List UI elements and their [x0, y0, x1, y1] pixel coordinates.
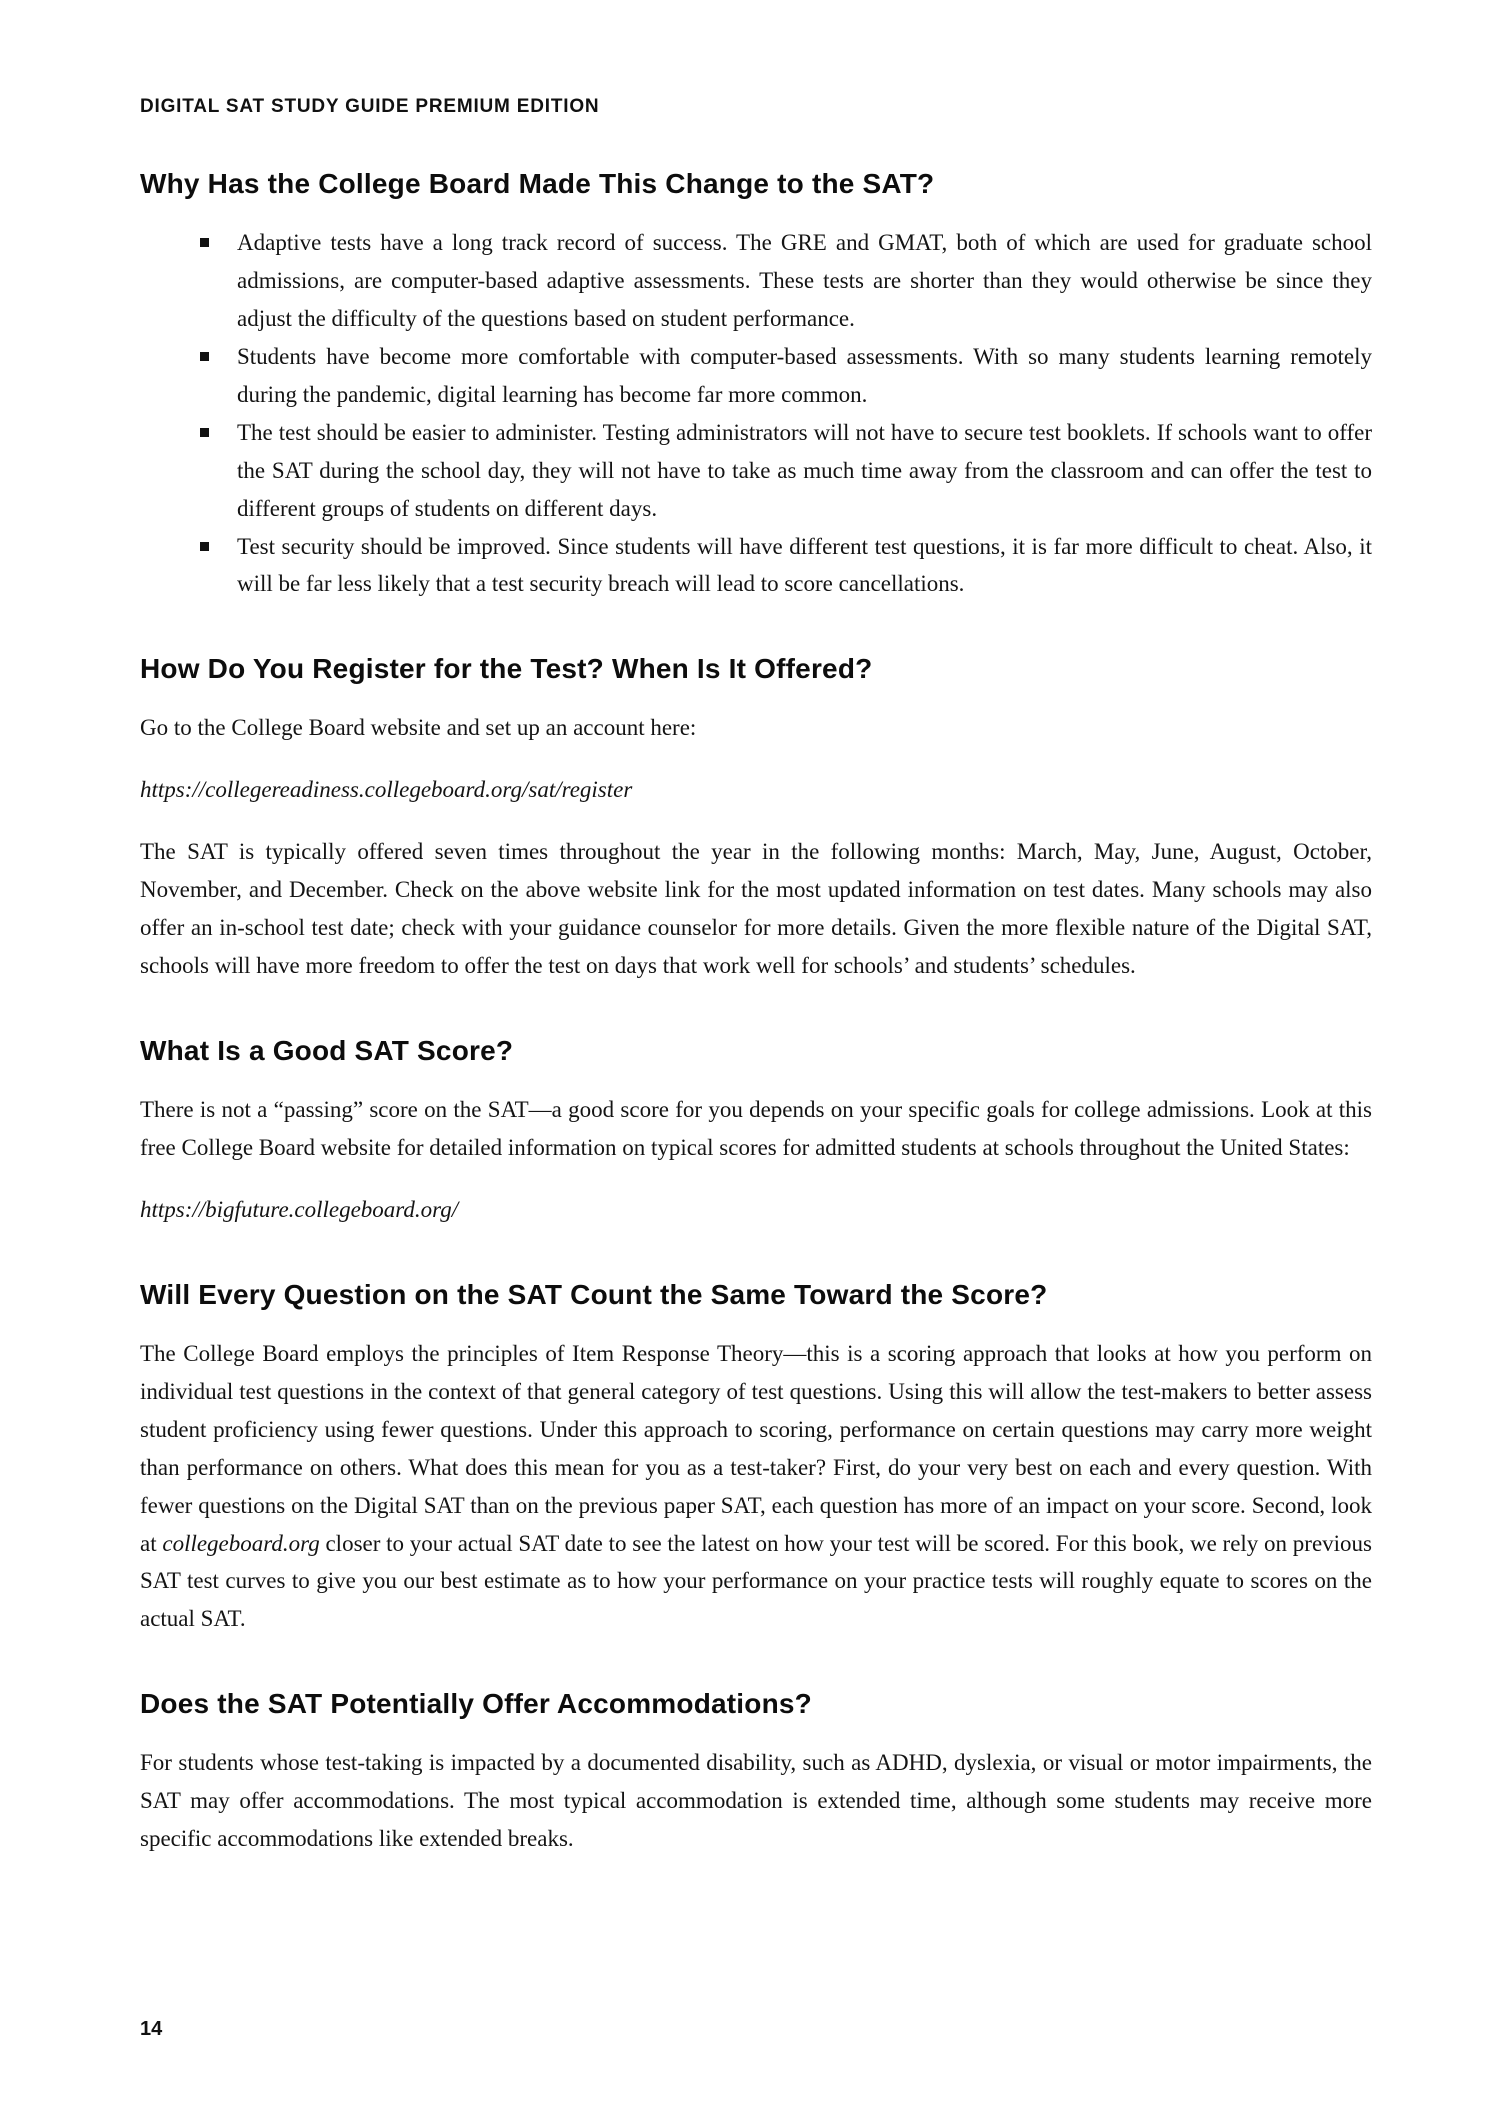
bullet-list [200, 224, 1372, 603]
running-header: DIGITAL SAT STUDY GUIDE PREMIUM EDITION [140, 96, 600, 117]
section-heading-accommodations: Does the SAT Potentially Offer Accommodations? [140, 1688, 812, 1720]
section-question-count [140, 1279, 1372, 1639]
paragraph: Go to the College Board website and set up an account here: [140, 715, 697, 741]
list-item [200, 528, 1372, 604]
paragraph: The SAT is typically offered seven times throughout the year in the following months: March, May, June, August, October, November, and December. Check on the above website link for the most updated information on test dates. Many schools may also offer an in-school test date; check with your guidance counselor for more details. Given the more flexible nature of the Digital SAT, schools will have more freedom to offer the test on days that work well for schools’ and students’ schedules. [140, 839, 1372, 979]
register-url-text: https://collegereadiness.collegeboard.org/sat/register [140, 777, 633, 803]
paragraph: For students whose test-taking is impacted by a documented disability, such as ADHD, dyslexia, or visual or motor impairments, the SAT may offer accommodations. The most typical accommodation is extended time, although some students may receive more specific accommodations like extended breaks. [140, 1750, 1372, 1852]
list-item [200, 224, 1372, 338]
inline-italic-site-name: collegeboard.org [162, 1530, 320, 1556]
paragraph [140, 1335, 1372, 1639]
bullet-square-icon [200, 224, 237, 247]
bullet-text: Adaptive tests have a long track record of success. The GRE and GMAT, both of which are used for graduate school admissions, are computer-based adaptive assessments. These tests are shorter than they would otherwise be since they adjust the difficulty of the questions based on student performance. [237, 230, 1372, 331]
bullet-text: The test should be easier to administer. Testing administrators will not have to secure test booklets. If schools want to offer the SAT during the school day, they will not have to take as much time away from the classroom and can offer the test to different groups of students on different days. [237, 419, 1372, 521]
section-accommodations [140, 1688, 1372, 1858]
paragraph: There is not a “passing” score on the SAT—a good score for you depends on your specific goals for college admissions. Look at this free College Board website for detailed information on typical scores for admitted students at schools throughout the United States: [140, 1097, 1372, 1160]
section-heading-register: How Do You Register for the Test? When Is It Offered? [140, 653, 873, 685]
bullet-text: Test security should be improved. Since students will have different test questions, it is far more difficult to cheat. Also, it will be far less likely that a test security breach will lead to score cancellations. [237, 533, 1372, 597]
bullet-square-icon [200, 414, 237, 437]
section-register [140, 653, 1372, 985]
section-good-score [140, 1035, 1372, 1229]
paragraph-text: The College Board employs the principles of Item Response Theory—this is a scoring approach that looks at how you perform on individual test questions in the context of that general category of test questions. Using this will allow the test-makers to better assess student proficiency using fewer questions. Under this approach to scoring, performance on certain questions may carry more weight than performance on others. What does this mean for you as a test-taker? First, do your very best on each and every question. With fewer questions on the Digital SAT than on the previous paper SAT, each question has more of an impact on your score. Second, look at [140, 1340, 1372, 1556]
section-heading-question-count: Will Every Question on the SAT Count the Same Toward the Score? [140, 1278, 1048, 1310]
bullet-text: Students have become more comfortable with computer-based assessments. With so many students learning remotely during the pandemic, digital learning has become far more common. [237, 343, 1372, 407]
bigfuture-url-text: https://bigfuture.collegeboard.org/ [140, 1196, 459, 1222]
bullet-square-icon [200, 338, 237, 361]
list-item [200, 338, 1372, 414]
section-heading-why-change: Why Has the College Board Made This Change to the SAT? [140, 168, 935, 199]
paragraph-text: closer to your actual SAT date to see the latest on how your test will be scored. For this book, we rely on previous SAT test curves to give you our best estimate as to how your performance on your practice tests will roughly equate to scores on the actual SAT. [140, 1530, 1372, 1632]
section-heading-good-score: What Is a Good SAT Score? [140, 1035, 514, 1066]
bullet-square-icon [200, 528, 237, 551]
page-header [140, 96, 1372, 118]
page-body [140, 168, 1372, 1858]
section-why-change [140, 168, 1372, 603]
page-number: 14 [140, 2018, 163, 2040]
list-item [200, 414, 1372, 528]
